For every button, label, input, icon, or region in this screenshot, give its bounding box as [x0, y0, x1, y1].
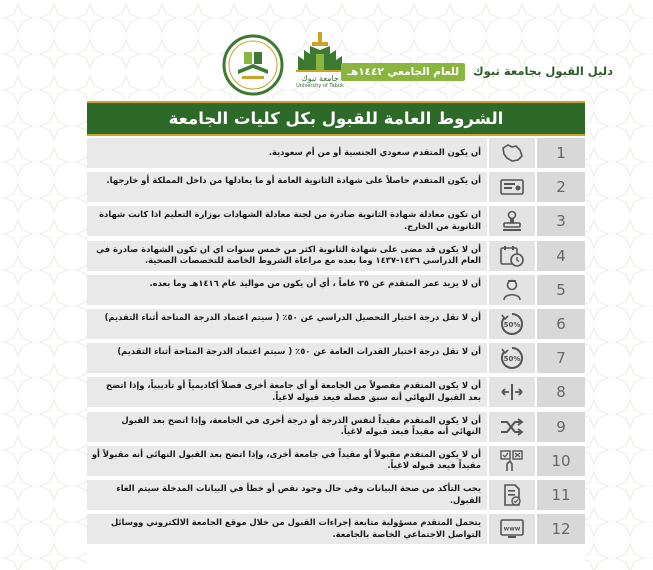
header [0, 0, 653, 100]
stamp-icon [489, 206, 535, 236]
condition-text: يجب التأكد من صحة البيانات وفي حال وجود نقص أو خطأ في البيانات المدخلة سيتم الغاء القبول. [87, 480, 487, 510]
condition-row [87, 172, 585, 202]
percent-50-icon [489, 343, 535, 373]
checklist-hand-icon [489, 446, 535, 476]
condition-number: 2 [537, 172, 585, 202]
condition-text: أن لا تقل درجة اختبار التحصيل الدراسي عن ٥٠٪ ( سيتم اعتماد الدرجة المتاحة أثناء التقديم) [87, 309, 487, 339]
condition-text: أن لا يكون المتقدم مقبولاً أو مقيداً في جامعة أخرى، وإذا اتضح بعد القبول النهائي أنه مقبولاً أو مقيداً فيعد قبوله لاغياً. [87, 446, 487, 476]
condition-row [87, 206, 585, 236]
condition-number: 6 [537, 309, 585, 339]
condition-row [87, 514, 585, 544]
condition-number: 9 [537, 412, 585, 442]
condition-number: 12 [537, 514, 585, 544]
condition-row [87, 412, 585, 442]
saudi-map-icon [489, 138, 535, 168]
condition-row [87, 377, 585, 407]
www-icon [489, 514, 535, 544]
condition-number: 4 [537, 241, 585, 271]
document-check-icon [489, 480, 535, 510]
condition-row [87, 241, 585, 271]
page-title: الشروط العامة للقبول بكل كليات الجامعة [87, 101, 585, 136]
certificate-icon [489, 172, 535, 202]
condition-text: يتحمل المتقدم مسؤولية متابعة إجراءات القبول من خلال موقع الجامعة الالكتروني ووسائل التواصل الاجتماعي الخاصة بالجامعة. [87, 514, 487, 544]
condition-text: أن يكون المتقدم حاصلاً على شهادة الثانوية العامة أو ما يعادلها من داخل المملكة أو خارجها. [87, 172, 487, 202]
condition-text: أن لا يكون المتقدم مقيداً لنفس الدرجة أو درجة أخرى في الجامعة، وإذا اتضح بعد القبول النهائي أنه مقيداً فيعد قبوله لاغياً. [87, 412, 487, 442]
condition-row [87, 275, 585, 305]
calendar-clock-icon [489, 241, 535, 271]
condition-number: 3 [537, 206, 585, 236]
condition-row [87, 446, 585, 476]
percent-50-icon [489, 309, 535, 339]
condition-text: ان تكون معادلة شهادة الثانوية صادرة من لجنة معادلة الشهادات بوزارة التعليم اذا كانت شهادة الثانوية من الخارج. [87, 206, 487, 236]
condition-number: 10 [537, 446, 585, 476]
condition-text: أن لا تقل درجة اختبار القدرات العامة عن ٥٠٪ ( سيتم اعتماد الدرجة المتاحة أثناء التقديم) [87, 343, 487, 373]
logo-caption-en: University of Tabuk [296, 83, 344, 89]
condition-number: 7 [537, 343, 585, 373]
condition-number: 11 [537, 480, 585, 510]
condition-text: أن يكون المتقدم سعودي الجنسية أو من أم سعودية. [87, 138, 487, 168]
condition-row [87, 480, 585, 510]
svg-text:www: www [503, 525, 521, 533]
year-badge: للعام الجامعي ١٤٤٢هـ [341, 63, 465, 81]
deanship-logo [222, 34, 284, 96]
condition-number: 8 [537, 377, 585, 407]
condition-row [87, 309, 585, 339]
condition-text: أن لا يكون قد مضى على شهادة الثانوية اكثر من خمس سنوات اي ان تكون الشهادة صادرة في العام الدراسي ١٤٣٦-١٤٣٧ وما بعده مع مراعاة الشروط الخاصة للتخصصات الصحية. [87, 241, 487, 271]
shuffle-icon [489, 412, 535, 442]
condition-text: أن لا يكون المتقدم مفصولاً من الجامعة أو أي جامعة أخرى فصلاً أكاديمياً أو تأديبياً، وإذا اتضح بعد القبول النهائي أنه سبق فصله فيعد قبوله لاغياً. [87, 377, 487, 407]
guide-title [347, 60, 613, 82]
condition-number: 1 [537, 138, 585, 168]
person-icon [489, 275, 535, 305]
svg-text:50%: 50% [503, 321, 521, 329]
condition-row [87, 343, 585, 373]
guide-title-text: دليل القبول بجامعة تبوك [473, 64, 613, 78]
condition-number: 5 [537, 275, 585, 305]
logo-caption-ar: جامعة تبوك [301, 74, 339, 83]
split-arrows-icon [489, 377, 535, 407]
condition-row [87, 138, 585, 168]
svg-text:50%: 50% [503, 355, 521, 364]
condition-text: أن لا يزيد عمر المتقدم عن ٢٥ عاماً ، أي أن يكون من مواليد عام ١٤١٦هـ وما بعده. [87, 275, 487, 305]
